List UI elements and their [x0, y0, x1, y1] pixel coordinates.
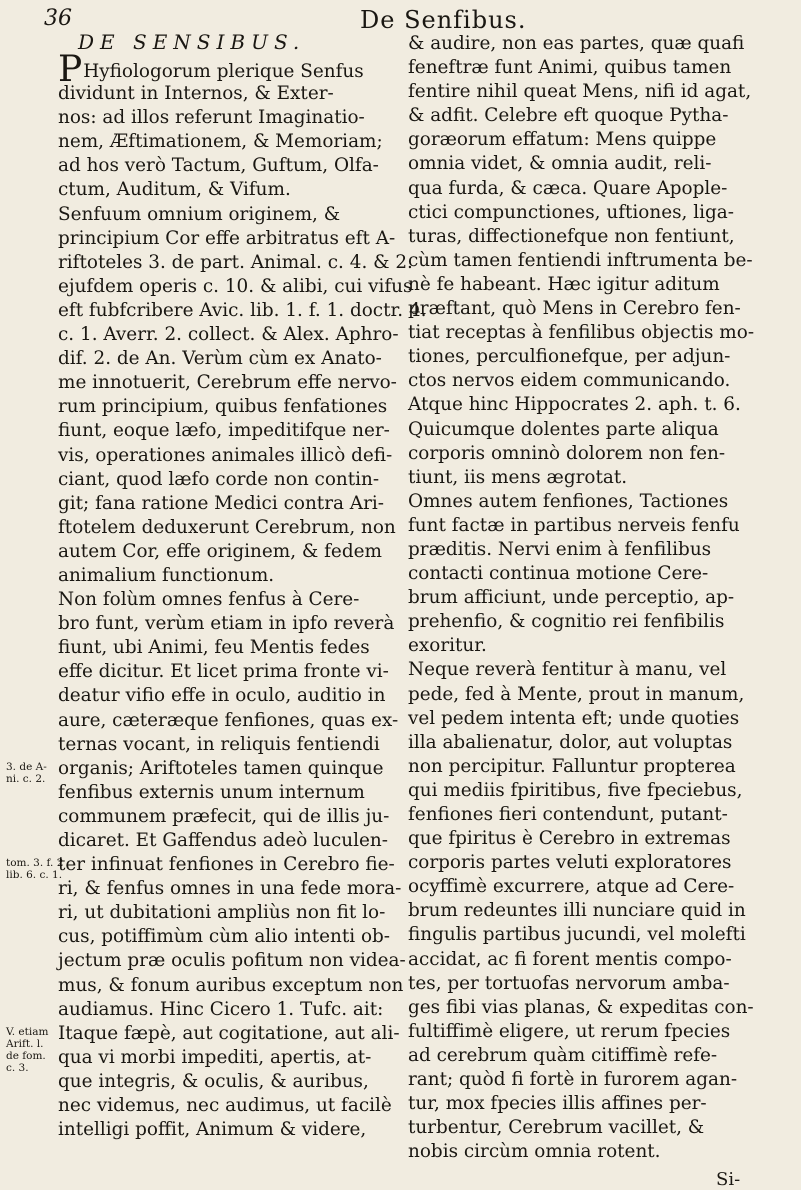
right-line: fultiffimè eligere, ut rerum fpecies [408, 1020, 731, 1042]
right-line: ocyffimè excurrere, atque ad Cere- [408, 876, 735, 898]
right-line: cùm tamen fentiendi inftrumenta be- [408, 249, 753, 271]
right-line: ctos nervos eidem communicando. [408, 370, 731, 392]
right-line: fentire nihil queat Mens, nifi id agat, [408, 81, 752, 103]
right-line: que fpiritus è Cerebro in extremas [408, 828, 731, 850]
left-line: fiunt, ubi Animi, feu Mentis fedes [58, 637, 370, 659]
margin-note: V. etiam Arift. l. de fom. c. 3. [6, 1026, 49, 1074]
left-line: effe dicitur. Et licet prima fronte vi- [58, 661, 389, 683]
right-line: tur, mox fpecies illis affines per- [408, 1093, 707, 1115]
left-line: jectum præ oculis pofitum non videa- [58, 950, 406, 972]
left-line: ri, & fenfus omnes in una fede mora- [58, 878, 402, 900]
left-line: ter infinuat fenfiones in Cerebro fie- [58, 854, 395, 876]
right-line: funt factæ in partibus nerveis fenfu [408, 514, 740, 536]
right-line: præftant, quò Mens in Cerebro fen- [408, 298, 741, 320]
right-line: accidat, ac fi forent mentis compo- [408, 948, 732, 970]
right-line: feneftræ funt Animi, quibus tamen [408, 57, 732, 79]
left-line: deatur vifio effe in oculo, auditio in [58, 685, 386, 707]
left-text-column [58, 49, 427, 1142]
right-line: præditis. Nervi enim à fenfilibus [408, 538, 712, 560]
right-line: & audire, non eas partes, quæ quafi [408, 33, 745, 54]
left-line: me innotuerit, Cerebrum effe nervo- [58, 372, 397, 394]
catchword: Si- [716, 1168, 741, 1190]
page-number: 36 [44, 6, 72, 31]
left-line: autem Cor, effe originem, & fedem [58, 540, 382, 562]
left-line: ri, ut dubitationi ampliùs non fit lo- [58, 902, 386, 924]
right-line: brum afficiunt, unde perceptio, ap- [408, 587, 735, 609]
left-line: dicaret. Et Gaffendus adeò luculen- [58, 830, 388, 851]
right-line: nè fe habeant. Hæc igitur aditum [408, 273, 720, 295]
right-line: omnia videt, & omnia audit, reli- [408, 153, 712, 175]
right-line: turbentur, Cerebrum vacillet, & [408, 1117, 705, 1139]
left-line: PHyfiologorum plerique Senfus [58, 49, 364, 90]
left-line: rum principium, quibus fenfationes [58, 396, 388, 418]
right-line: turas, diffectionefque non fentiunt, [408, 225, 735, 247]
right-line: Omnes autem fenfiones, Tactiones [408, 490, 729, 512]
left-line: audiamus. Hinc Cicero 1. Tufc. ait: [58, 998, 384, 1020]
left-line: c. 1. Averr. 2. collect. & Alex. Aphro- [58, 324, 399, 346]
right-line: & adfit. Celebre eft quoque Pytha- [408, 105, 729, 127]
left-line: Senfuum omnium originem, & [58, 203, 341, 225]
right-line: corporis partes veluti exploratores [408, 852, 732, 874]
left-line: ejufdem operis c. 10. & alibi, cui vifus [58, 275, 413, 297]
right-line: contacti continua motione Cere- [408, 563, 709, 585]
right-text-column [408, 32, 764, 1164]
left-line: organis; Ariftoteles tamen quinque [58, 757, 384, 779]
right-line: exoritur. [408, 635, 487, 657]
left-line: intelligi poffit, Animum & videre, [58, 1119, 367, 1141]
right-line: qua furda, & cæca. Quare Apople- [408, 177, 728, 199]
left-line: cus, potiffimùm cùm alio intenti ob- [58, 926, 391, 948]
left-line: riftoteles 3. de part. Animal. c. 4. & 2. [58, 251, 413, 273]
left-line: ftotelem deduxerunt Cerebrum, non [58, 516, 396, 538]
left-line: qua vi morbi impediti, apertis, at- [58, 1046, 372, 1068]
section-heading: DE SENSIBUS. [78, 30, 306, 54]
right-line: prehenfio, & cognitio rei fenfibilis [408, 611, 725, 633]
right-line: fingulis partibus jucundi, vel molefti [408, 924, 746, 946]
left-line: ternas vocant, in reliquis fentiendi [58, 733, 380, 755]
running-title: De Senfibus. [360, 6, 527, 34]
left-line: nem, Æftimationem, & Memoriam; [58, 131, 383, 153]
right-line: ad cerebrum quàm citiffimè refe- [408, 1044, 718, 1066]
right-line: ges fibi vias planas, & expeditas con- [408, 996, 754, 1018]
left-line: ciant, quod læfo corde non contin- [58, 468, 380, 490]
right-line: rant; quòd fi fortè in furorem agan- [408, 1069, 738, 1091]
right-line: tiunt, iis mens ægrotat. [408, 466, 628, 488]
right-line: ctici compunctiones, uftiones, liga- [408, 201, 734, 223]
left-line: vis, operationes animales illicò defi- [58, 444, 393, 466]
left-line: ad hos verò Tactum, Guftum, Olfa- [58, 155, 379, 177]
left-line: communem præfecit, qui de illis ju- [58, 805, 390, 827]
drop-capital: P [58, 49, 83, 90]
right-line: fenfiones fieri contendunt, putant- [408, 804, 728, 825]
right-line: vel pedem intenta eft; unde quoties [408, 707, 740, 729]
right-line: goræorum effatum: Mens quippe [408, 129, 717, 151]
right-line: corporis omninò dolorem non fen- [408, 442, 726, 464]
right-line: tes, per tortuofas nervorum amba- [408, 972, 730, 994]
right-line: Atque hinc Hippocrates 2. aph. t. 6. [408, 394, 741, 416]
left-line: Itaque fæpè, aut cogitatione, aut ali- [58, 1022, 400, 1044]
left-line: fiunt, eoque læfo, impeditifque ner- [58, 420, 390, 442]
left-line: eft fubfcribere Avic. lib. 1. f. 1. doctr. 4. [58, 299, 427, 321]
right-line: non percipitur. Falluntur propterea [408, 755, 736, 777]
right-line: brum redeuntes illi nunciare quid in [408, 900, 746, 922]
left-line: que integris, & oculis, & auribus, [58, 1070, 369, 1092]
left-line: dividunt in Internos, & Exter- [58, 83, 334, 105]
margin-note: 3. de A- ni. c. 2. [6, 760, 47, 785]
left-line: nos: ad illos referunt Imaginatio- [58, 107, 365, 129]
right-line: pede, fed à Mente, prout in manum, [408, 683, 745, 705]
right-line: nobis circùm omnia rotent. [408, 1141, 661, 1163]
left-line: ctum, Auditum, & Vifum. [58, 179, 291, 201]
right-line: illa abalienatur, dolor, aut voluptas [408, 731, 733, 753]
left-line: Non folùm omnes fenfus à Cere- [58, 589, 360, 611]
left-line: animalium functionum. [58, 564, 275, 586]
right-line: Neque reverà fentitur à manu, vel [408, 659, 727, 681]
margin-note: tom. 3. f. 2 lib. 6. c. 1. [6, 857, 64, 882]
left-line: mus, & fonum auribus exceptum non [58, 974, 404, 996]
right-line: tiones, perculfionefque, per adjun- [408, 346, 731, 368]
left-line: git; fana ratione Medici contra Ari- [58, 492, 384, 514]
left-line: aure, cæteræque fenfiones, quas ex- [58, 709, 399, 731]
left-line: principium Cor effe arbitratus eft A- [58, 227, 396, 249]
left-line: dif. 2. de An. Verùm cùm ex Anato- [58, 348, 382, 370]
right-line: qui mediis fpiritibus, five fpeciebus, [408, 779, 743, 801]
left-line: bro funt, verùm etiam in ipfo reverà [58, 613, 395, 635]
left-line: fenfibus externis unum internum [58, 781, 365, 803]
right-line: Quicumque dolentes parte aliqua [408, 418, 719, 440]
right-line: tiat receptas à fenfilibus objectis mo- [408, 322, 755, 344]
left-line: nec videmus, nec audimus, ut facilè [58, 1095, 392, 1117]
